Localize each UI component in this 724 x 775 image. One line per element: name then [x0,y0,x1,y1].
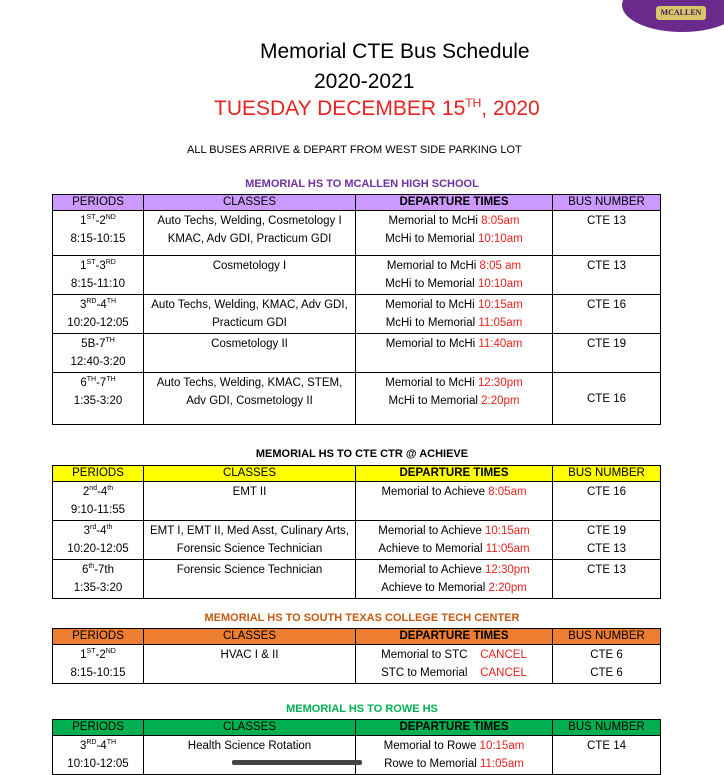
column-header: PERIODS [53,195,144,211]
logo-text: MCALLEN [656,6,706,20]
period-cell: 5B-7TH 12:40-3:20 [53,334,144,373]
bus-number-cell: CTE 16 [553,482,661,521]
column-header: PERIODS [53,629,144,645]
column-header: CLASSES [144,629,356,645]
classes-cell: Cosmetology II [144,334,356,373]
school-year: 2020-2021 [314,70,415,93]
departure-cell: Memorial to Achieve 10:15am Achieve to Memorial 11:05am [356,521,553,560]
period-cell: 3rd-4th 10:20-12:05 [53,521,144,560]
column-header: BUS NUMBER [553,629,661,645]
column-header: DEPARTURE TIMES [356,629,553,645]
classes-cell: Forensic Science Technician [144,560,356,599]
table-row [53,334,661,373]
classes-cell: EMT II [144,482,356,521]
table-header-row [53,195,661,211]
departure-cell: Memorial to STC CANCEL STC to Memorial CANCEL [356,645,553,684]
column-header: CLASSES [144,720,356,736]
section-title: MEMORIAL HS TO SOUTH TEXAS COLLEGE TECH CENTER [204,612,520,624]
period-cell: 6th-7th 1:35-3:20 [53,560,144,599]
table-row [53,560,661,599]
classes-cell: Auto Techs, Welding, Cosmetology I KMAC, Adv GDI, Practicum GDI [144,211,356,256]
period-cell: 2nd-4th 9:10-11:55 [53,482,144,521]
school-logo [622,0,724,32]
bus-number-cell: CTE 13 [553,211,661,256]
schedule-table [52,628,661,684]
table-row [53,736,661,775]
bus-number-cell: CTE 16 [553,373,661,425]
column-header: PERIODS [53,466,144,482]
column-header: CLASSES [144,195,356,211]
column-header: PERIODS [53,720,144,736]
table-row [53,211,661,256]
section-title: MEMORIAL HS TO MCALLEN HIGH SCHOOL [245,178,479,190]
departure-cell: Memorial to McHi 8:05am McHi to Memorial 10:10am [356,211,553,256]
table-header-row [53,466,661,482]
departure-cell: Memorial to Achieve 12:30pm Achieve to Memorial 2:20pm [356,560,553,599]
bus-number-cell: CTE 19 CTE 13 [553,521,661,560]
departure-cell: Memorial to Rowe 10:15am Rowe to Memorial 11:05am [356,736,553,775]
classes-cell: Auto Techs, Welding, KMAC, Adv GDI, Practicum GDI [144,295,356,334]
section-title: MEMORIAL HS TO CTE CTR @ ACHIEVE [255,448,469,460]
table-row [53,521,661,560]
table-header-row [53,629,661,645]
schedule-table [52,194,661,425]
departure-cell: Memorial to McHi 11:40am [356,334,553,373]
column-header: DEPARTURE TIMES [356,466,553,482]
departure-cell: Memorial to Achieve 8:05am [356,482,553,521]
section-title: MEMORIAL HS TO ROWE HS [286,703,438,715]
column-header: BUS NUMBER [553,195,661,211]
bus-number-cell: CTE 13 [553,256,661,295]
schedule-table [52,719,661,775]
classes-cell: Cosmetology I [144,256,356,295]
classes-cell: HVAC I & II [144,645,356,684]
table-row [53,256,661,295]
classes-cell: Health Science Rotation [144,736,356,775]
period-cell: 1ST-2ND 8:15-10:15 [53,645,144,684]
column-header: BUS NUMBER [553,466,661,482]
bus-number-cell: CTE 6 CTE 6 [553,645,661,684]
schedule-table [52,465,661,599]
period-cell: 3RD-4TH 10:10-12:05 [53,736,144,775]
bus-number-cell: CTE 14 [553,736,661,775]
departure-cell: Memorial to McHi 8:05 am McHi to Memorial 10:10am [356,256,553,295]
doc-title: Memorial CTE Bus Schedule [260,40,530,63]
period-cell: 6TH-7TH 1:35-3:20 [53,373,144,425]
column-header: DEPARTURE TIMES [356,195,553,211]
table-header-row [53,720,661,736]
period-cell: 1ST-2ND 8:15-10:15 [53,211,144,256]
bus-number-cell: CTE 19 [553,334,661,373]
period-cell: 1ST-3RD 8:15-11:10 [53,256,144,295]
table-row [53,373,661,425]
column-header: CLASSES [144,466,356,482]
column-header: BUS NUMBER [553,720,661,736]
classes-cell: Auto Techs, Welding, KMAC, STEM, Adv GDI, Cosmetology II [144,373,356,425]
schedule-date: TUESDAY DECEMBER 15TH, 2020 [214,96,540,120]
column-header: DEPARTURE TIMES [356,720,553,736]
period-cell: 3RD-4TH 10:20-12:05 [53,295,144,334]
table-row [53,645,661,684]
bus-number-cell: CTE 13 [553,560,661,599]
classes-cell: EMT I, EMT II, Med Asst, Culinary Arts, Forensic Science Technician [144,521,356,560]
scroll-bar[interactable] [232,760,362,765]
table-row [53,295,661,334]
table-row [53,482,661,521]
parking-note: ALL BUSES ARRIVE & DEPART FROM WEST SIDE PARKING LOT [187,144,522,156]
bus-number-cell: CTE 16 [553,295,661,334]
departure-cell: Memorial to McHi 10:15am McHi to Memorial 11:05am [356,295,553,334]
departure-cell: Memorial to McHi 12:30pm McHi to Memorial 2:20pm [356,373,553,425]
